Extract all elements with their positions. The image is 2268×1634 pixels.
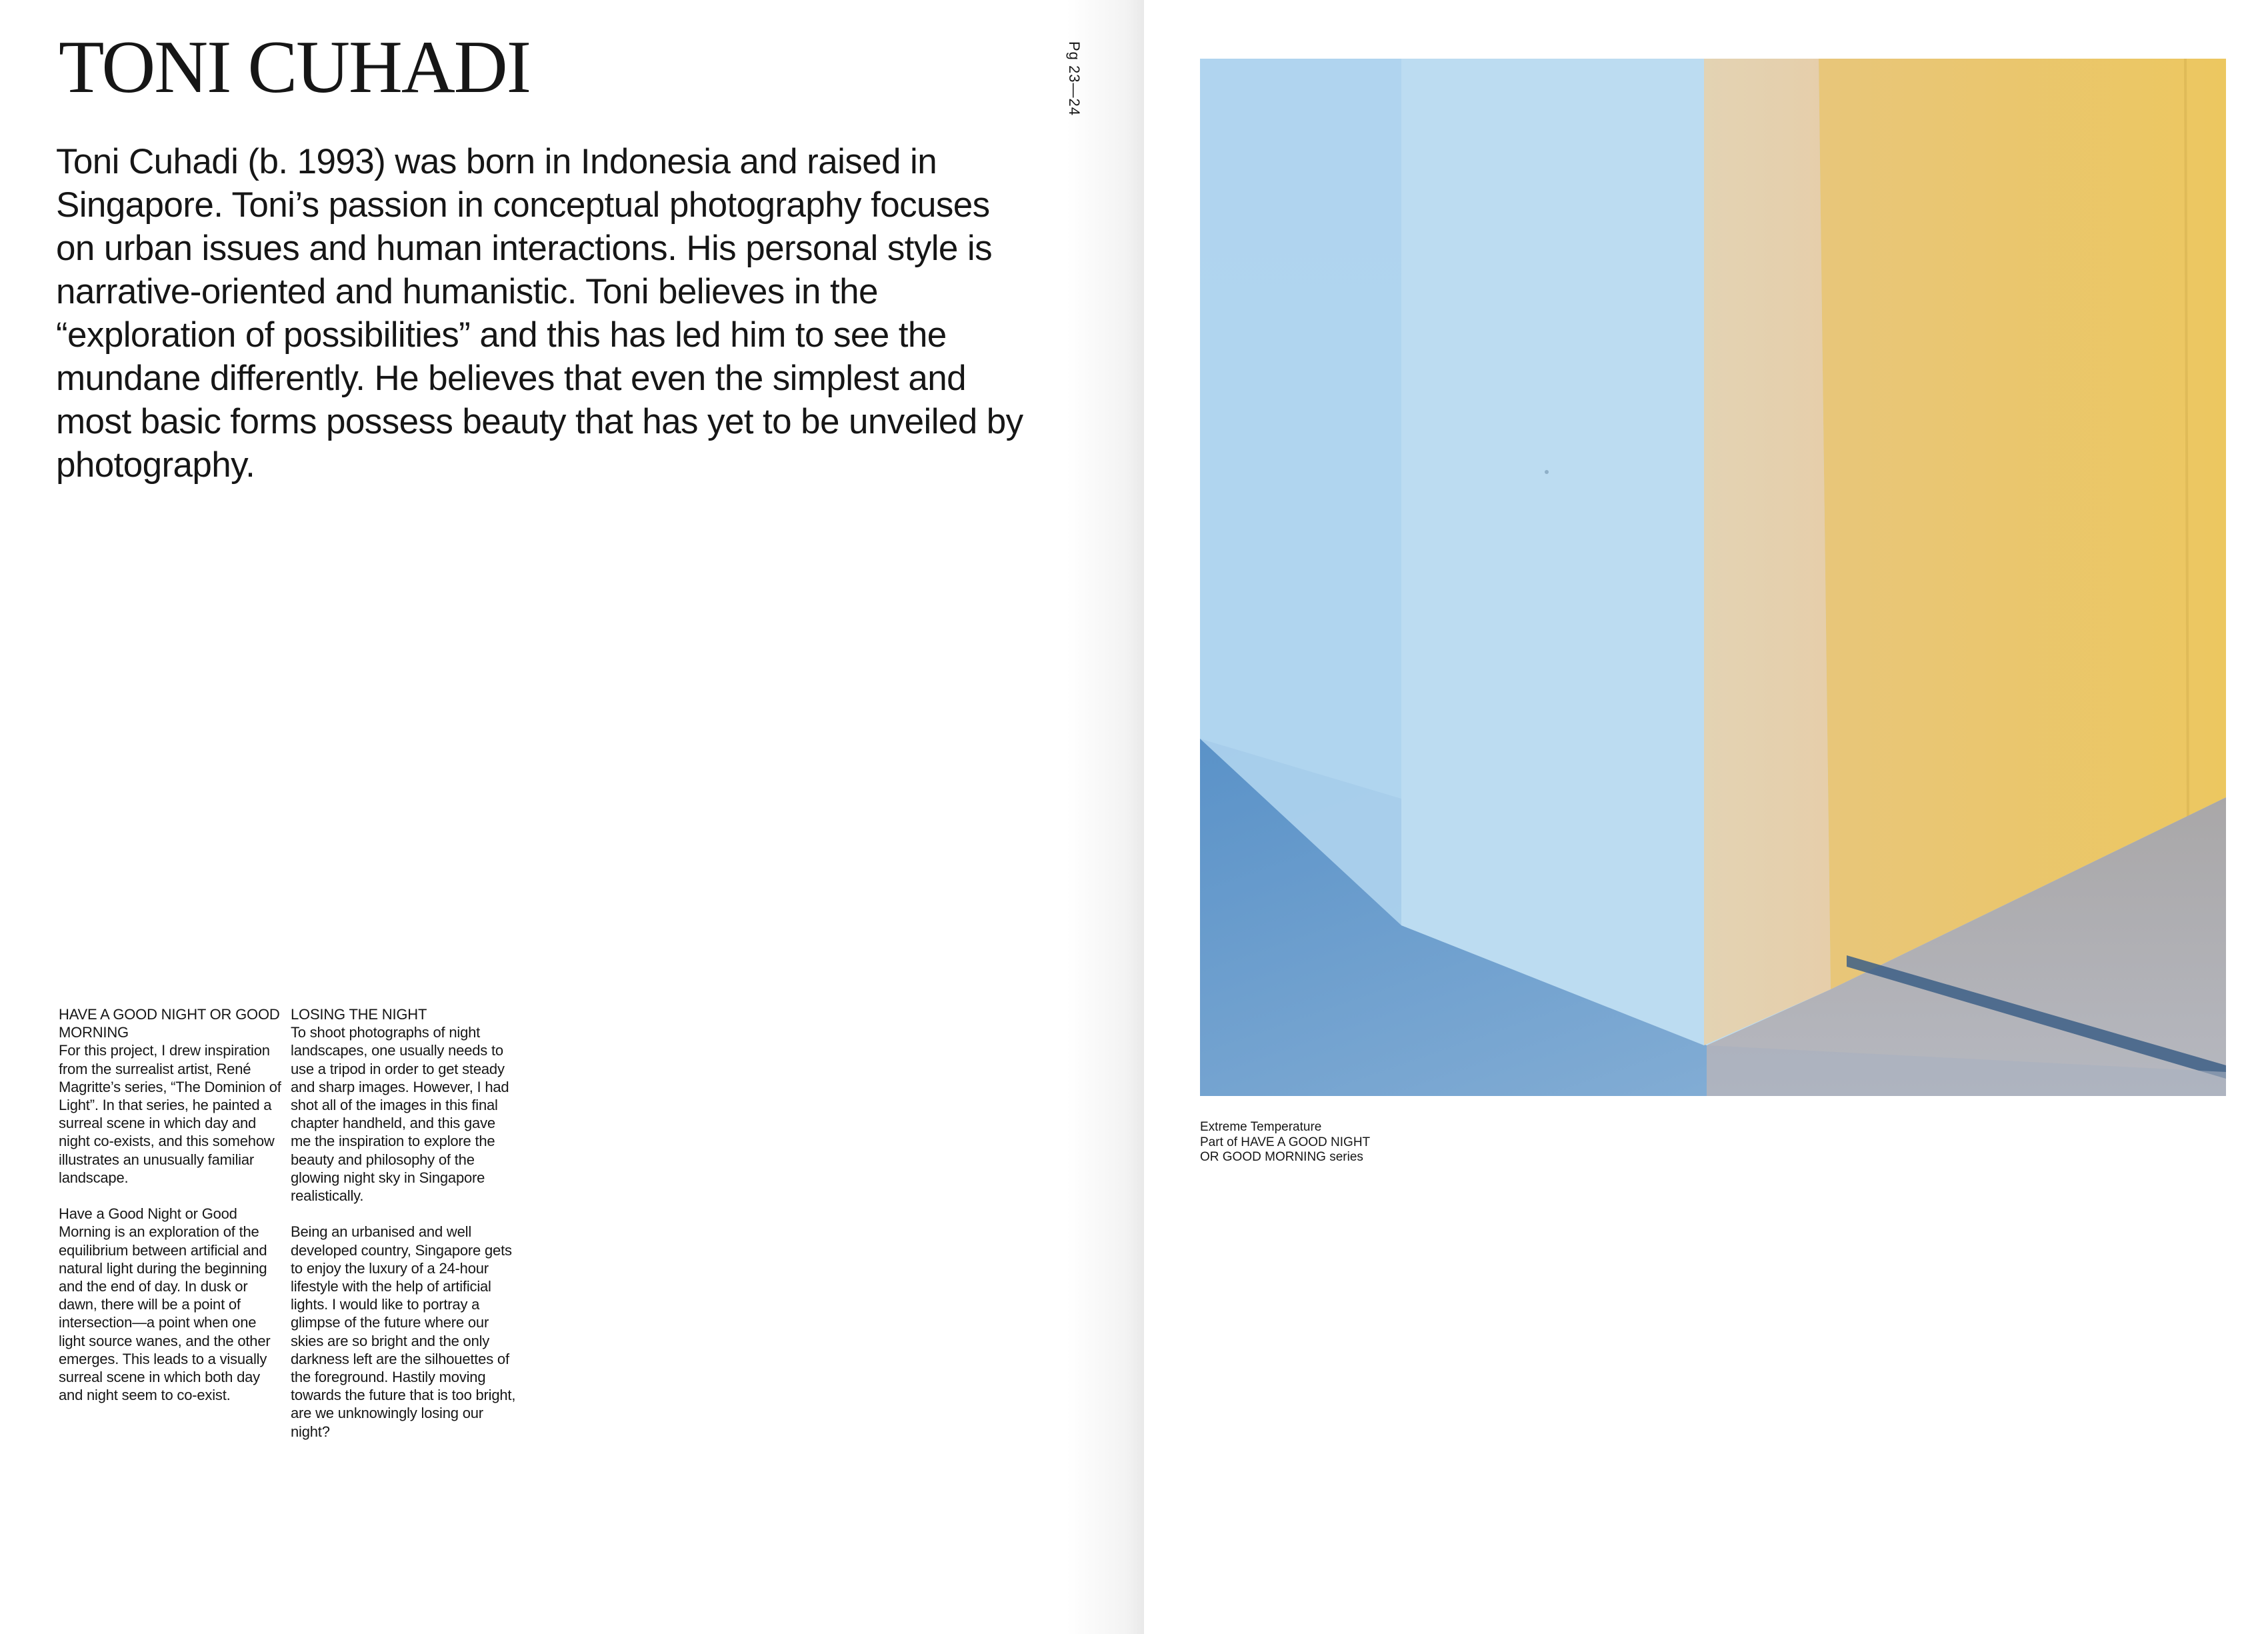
- column-heading: HAVE A GOOD NIGHT OR GOOD MORNING: [59, 1006, 280, 1041]
- column-paragraph: To shoot photographs of night landscapes, one usually needs to use a tripod in order to get steady and sharp images. However, I had shot all of the images in this final chapter handheld, and this gave me the inspiration to explore the beauty and philosophy of the glowing night sky in Singapore realistically.: [291, 1024, 509, 1205]
- column-paragraph: Being an urbanised and well developed country, Singapore gets to enjoy the luxury of a 24-hour lifestyle with the help of artificial lights. I would like to portray a glimpse of the future where our skies are so bright and the only darkness left are the silhouettes of the foreground. Hastily moving towards the future that is too bright, are we unknowingly losing our night?: [291, 1223, 516, 1440]
- blue-pillar: [1401, 59, 1704, 1045]
- page-title: TONI CUHADI: [59, 26, 530, 109]
- column-heading: LOSING THE NIGHT: [291, 1006, 427, 1023]
- caption-line: Part of HAVE A GOOD NIGHT: [1200, 1135, 1371, 1149]
- text-column-losing-night: [291, 1005, 517, 1441]
- intro-paragraph: Toni Cuhadi (b. 1993) was born in Indonesia and raised in Singapore. Toni’s passion in conceptual photography focuses on urban issues and human interactions. His personal style is narrative-oriented and humanistic. Toni believes in the “exploration of possibilities” and this has led him to see the mundane differently. He believes that even the simplest and most basic forms possess beauty that has yet to be unveiled by photography.: [56, 142, 1023, 485]
- cream-edge: [1704, 59, 1831, 1045]
- wall-speck: [1545, 470, 1549, 474]
- photo-caption: [1200, 1120, 1370, 1165]
- page-number: Pg 23—24: [1066, 41, 1083, 116]
- photograph-extreme-temperature: [1200, 59, 2226, 1096]
- caption-title: Extreme Temperature: [1200, 1120, 1322, 1134]
- column-paragraph: Have a Good Night or Good Morning is an exploration of the equilibrium between artificial and natural light during the beginning and the end of day. In dusk or dawn, there will be a point of intersection—a point when one light source wanes, and the other emerges. This leads to a visually surreal scene in which both day and night seem to co-exist.: [59, 1205, 271, 1404]
- text-column-good-night: [59, 1005, 285, 1404]
- caption-line: OR GOOD MORNING series: [1200, 1150, 1363, 1164]
- column-paragraph: For this project, I drew inspiration from the surrealist artist, René Magritte’s series, “The Dominion of Light”. In that series, he painted a surreal scene in which day and night co-exists, and this somehow illustrates an unusually familiar landscape.: [59, 1042, 281, 1186]
